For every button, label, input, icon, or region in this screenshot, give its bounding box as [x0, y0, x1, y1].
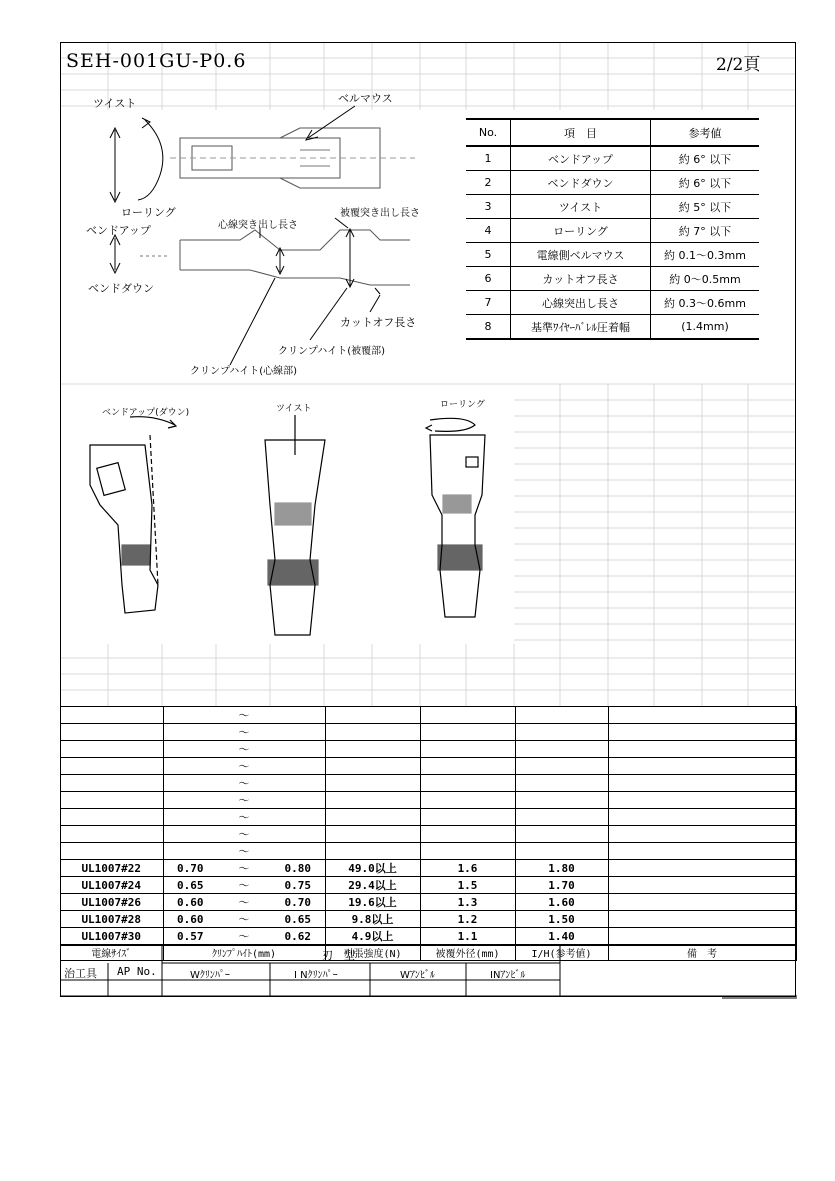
wave-mark: ～ — [217, 843, 271, 860]
table-row — [60, 860, 796, 877]
label-bellmouth: ベルマウス — [338, 92, 393, 105]
table-row — [60, 741, 796, 758]
label-core-protrusion: 心線突き出し長さ — [218, 220, 298, 231]
label-photo-rolling: ローリング — [440, 400, 485, 410]
crimp-max: 0.62 — [271, 928, 325, 945]
table-row — [60, 775, 796, 792]
header-crimp-height: ｸﾘﾝﾌﾟﾊｲﾄ(mm) — [163, 945, 325, 961]
label-twist: ツイスト — [93, 97, 137, 110]
reference-table-header — [466, 119, 759, 146]
remarks — [608, 860, 796, 877]
table-row — [466, 243, 759, 267]
cover-diameter: 1.5 — [420, 877, 515, 894]
blade-group-label: 刃 型 — [322, 949, 355, 962]
header-remarks: 備 考 — [608, 945, 796, 961]
in-anvil-label: INｱﾝﾋﾞﾙ — [490, 970, 526, 981]
ih-value: 1.40 — [515, 928, 608, 945]
remarks — [608, 911, 796, 928]
table-row — [60, 894, 796, 911]
ih-value: 1.50 — [515, 911, 608, 928]
wave-mark: ～ — [217, 809, 271, 826]
tensile-strength: 4.9以上 — [325, 928, 420, 945]
ref-item: 心線突出し長さ — [511, 291, 651, 315]
wave-mark: ～ — [217, 741, 271, 758]
ref-item: ツイスト — [511, 195, 651, 219]
header-wire-size: 電線ｻｲｽﾞ — [60, 945, 163, 961]
page-number: 2/2頁 — [716, 55, 761, 75]
document-title: SEH-001GU-P0.6 — [66, 50, 247, 72]
ref-no: 6 — [466, 267, 511, 291]
header-ih: I/H(参考値) — [515, 945, 608, 961]
spec-table — [60, 706, 797, 961]
table-row — [60, 724, 796, 741]
cover-diameter: 1.3 — [420, 894, 515, 911]
table-row — [60, 792, 796, 809]
label-photo-twist: ツイスト — [276, 404, 312, 414]
wire-size: UL1007#30 — [60, 928, 163, 945]
table-row — [466, 195, 759, 219]
in-crimper-label: I Nｸﾘﾝﾊﾟｰ — [294, 970, 338, 981]
ref-item: ベンドダウン — [511, 171, 651, 195]
table-row — [60, 911, 796, 928]
wire-size: UL1007#22 — [60, 860, 163, 877]
label-crimp-height-cover: クリンプハイト(被覆部) — [278, 346, 386, 357]
wire-size: UL1007#28 — [60, 911, 163, 928]
table-row — [60, 826, 796, 843]
ap-no-label: AP No. — [117, 965, 157, 978]
ref-no: 5 — [466, 243, 511, 267]
crimp-max: 0.70 — [271, 894, 325, 911]
table-row — [466, 219, 759, 243]
ih-value: 1.80 — [515, 860, 608, 877]
ih-value: 1.60 — [515, 894, 608, 911]
ref-header-item: 項 目 — [511, 119, 651, 146]
crimp-min: 0.60 — [163, 894, 217, 911]
tensile-strength: 19.6以上 — [325, 894, 420, 911]
crimp-min: 0.57 — [163, 928, 217, 945]
cover-diameter: 1.6 — [420, 860, 515, 877]
header-cover-diameter: 被覆外径(mm) — [420, 945, 515, 961]
ref-value: 約 7° 以下 — [651, 219, 760, 243]
ref-header-value: 参考値 — [651, 119, 760, 146]
ref-no: 2 — [466, 171, 511, 195]
ref-value: 約 0.1～0.3mm — [651, 243, 760, 267]
remarks — [608, 877, 796, 894]
ref-value: 約 6° 以下 — [651, 171, 760, 195]
wave-mark: ～ — [217, 928, 271, 945]
tool-label: 治工具 — [64, 967, 97, 980]
ref-item: カットオフ長さ — [511, 267, 651, 291]
label-bend-down: ベンドダウン — [88, 282, 154, 295]
label-rolling: ローリング — [121, 206, 176, 219]
crimp-min: 0.60 — [163, 911, 217, 928]
table-row — [60, 809, 796, 826]
ref-no: 3 — [466, 195, 511, 219]
crimp-max: 0.80 — [271, 860, 325, 877]
label-cover-protrusion: 被覆突き出し長さ — [340, 208, 420, 219]
remarks — [608, 928, 796, 945]
ref-item: ローリング — [511, 219, 651, 243]
crimp-min: 0.65 — [163, 877, 217, 894]
crimp-max: 0.65 — [271, 911, 325, 928]
ref-value: (1.4mm) — [651, 315, 760, 340]
terminal-views-drawing — [70, 395, 510, 645]
wire-size: UL1007#24 — [60, 877, 163, 894]
wave-mark: ～ — [217, 894, 271, 911]
tensile-strength: 29.4以上 — [325, 877, 420, 894]
wave-mark: ～ — [217, 792, 271, 809]
table-row — [60, 877, 796, 894]
crimp-min: 0.70 — [163, 860, 217, 877]
table-row — [466, 146, 759, 171]
wave-mark: ～ — [217, 758, 271, 775]
table-row — [466, 315, 759, 340]
w-crimper-label: Wｸﾘﾝﾊﾟｰ — [190, 970, 230, 981]
label-photo-bend: ベンドアップ(ダウン) — [102, 408, 190, 418]
wave-mark: ～ — [217, 860, 271, 877]
ref-item: 基準ﾜｲﾔｰﾊﾞﾚﾙ圧着幅 — [511, 315, 651, 340]
wave-mark: ～ — [217, 826, 271, 843]
ref-no: 8 — [466, 315, 511, 340]
ref-value: 約 6° 以下 — [651, 146, 760, 171]
crimp-max: 0.75 — [271, 877, 325, 894]
ref-no: 4 — [466, 219, 511, 243]
table-row — [466, 171, 759, 195]
wire-size: UL1007#26 — [60, 894, 163, 911]
ih-value: 1.70 — [515, 877, 608, 894]
label-bend-up: ベンドアップ — [86, 224, 151, 237]
table-row — [60, 843, 796, 860]
ref-value: 約 0～0.5mm — [651, 267, 760, 291]
table-row — [60, 758, 796, 775]
w-anvil-label: Wｱﾝﾋﾞﾙ — [400, 970, 435, 981]
wave-mark: ～ — [217, 775, 271, 792]
table-row — [466, 291, 759, 315]
tensile-strength: 49.0以上 — [325, 860, 420, 877]
ref-value: 約 0.3～0.6mm — [651, 291, 760, 315]
remarks — [608, 894, 796, 911]
label-cutoff-length: カットオフ長さ — [340, 316, 417, 329]
wave-mark: ～ — [217, 911, 271, 928]
wave-mark: ～ — [217, 707, 271, 724]
tensile-strength: 9.8以上 — [325, 911, 420, 928]
header-tensile: 引張強度(N) — [325, 945, 420, 961]
label-crimp-height-core: クリンプハイト(心線部) — [190, 366, 298, 377]
table-row — [466, 267, 759, 291]
ref-item: ベンドアップ — [511, 146, 651, 171]
table-row — [60, 928, 796, 945]
reference-table — [466, 118, 759, 340]
ref-header-no: No. — [466, 119, 511, 146]
table-row — [60, 707, 796, 724]
cover-diameter: 1.1 — [420, 928, 515, 945]
cover-diameter: 1.2 — [420, 911, 515, 928]
ref-no: 1 — [466, 146, 511, 171]
wave-mark: ～ — [217, 724, 271, 741]
ref-item: 電線側ベルマウス — [511, 243, 651, 267]
ref-value: 約 5° 以下 — [651, 195, 760, 219]
wave-mark: ～ — [217, 877, 271, 894]
ref-no: 7 — [466, 291, 511, 315]
